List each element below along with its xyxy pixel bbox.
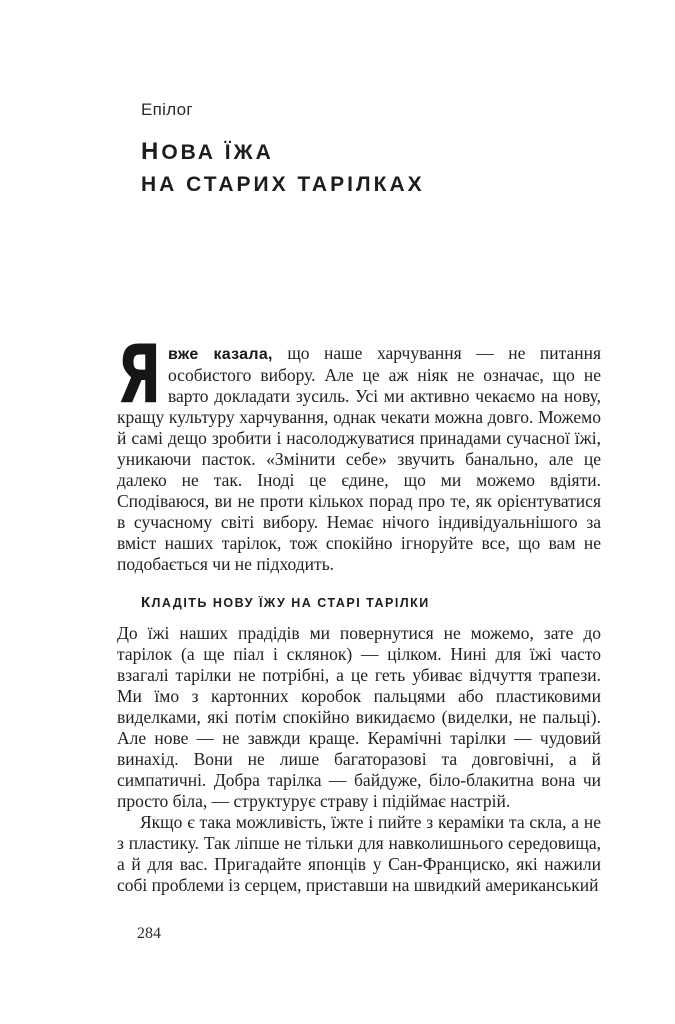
section-body <box>117 623 601 896</box>
intro-paragraph <box>117 328 601 575</box>
section-heading: КЛАДІТЬ НОВУ ЇЖУ НА СТАРІ ТАРІЛКИ <box>141 594 430 611</box>
section-paragraph-1: До їжі наших прадідів ми повернутися не можемо, зате до тарілок (а ще піал і склянок) — цілком. Нині для їжі часто взагалі тарілки не потрібні, а це геть убиває відчуття трапези. Ми їмо з картонних коробок пальцями або пластиковими виделками, які потім спокійно викидаємо (виделки, не пальці). Але нове — не завжди краще. Керамічні тарілки — чудовий винахід. Вони не лише багаторазові та довговічні, а й симпатичні. Добра тарілка — байдуже, біло-блакитна вона чи просто біла, — структурує страву і підіймає настрій. <box>117 623 601 811</box>
chapter-title-line-2: НА СТАРИХ ТАРІЛКАХ <box>141 173 425 196</box>
page-number: 284 <box>137 925 161 942</box>
section-paragraph-2: Якщо є така можливість, їжте і пийте з кераміки та скла, а не з пластику. Так ліпше не тільки для навколишнього середовища, а й для вас. Пригадайте японців у Сан-Франциско, які нажили собі проблеми із серцем, приставши на швидкий американський <box>117 812 601 895</box>
drop-cap: Я <box>117 328 162 421</box>
chapter-title-line-1: НОВА ЇЖА <box>141 138 274 165</box>
chapter-kicker: Епілог <box>141 100 193 119</box>
chapter-title <box>141 136 425 201</box>
intro-lead-text: вже казала, <box>168 346 273 363</box>
intro-body-text: що наше харчування — не питання особистого вибору. Але це аж ніяк не означає, що не варто докладати зусиль. Усі ми активно чекаємо на нову, кращу культуру харчування, однак чекати можна довго. Можемо й самі дещо зробити і насолоджуватися принадами сучасної їжі, уникаючи пасток. «Змінити себе» звучить банально, але це далеко не так. Іноді це єдине, що ми можемо вдіяти. Сподіваюся, ви не проти кількох порад про те, як орієнтуватися в сучасному світі вибору. Немає нічого індивідуальнішого за вміст наших тарілок, тож спокійно ігноруйте все, що вам не подобається чи не підходить. <box>117 343 601 574</box>
